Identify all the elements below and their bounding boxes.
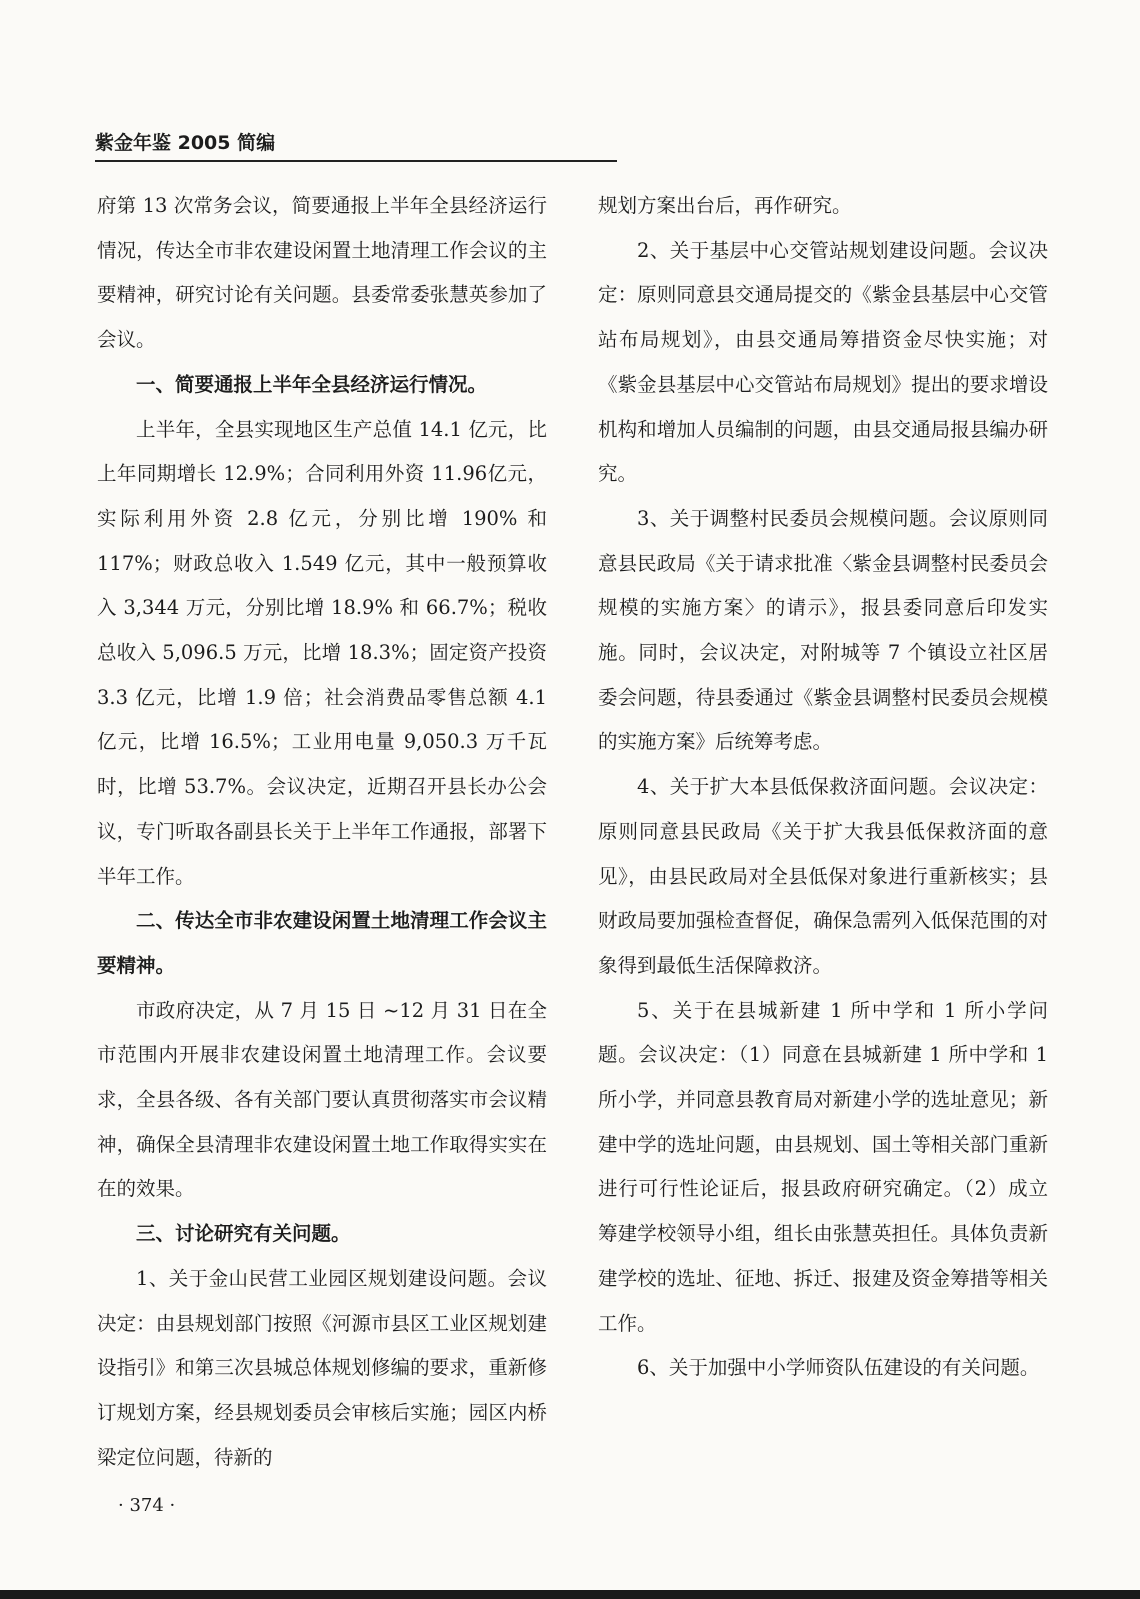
paragraph: 5、关于在县城新建 1 所中学和 1 所小学问题。会议决定：（1）同意在县城新建 1 所中学和 1 所小学，并同意县教育局对新建小学的选址意见；新建中学的选址问题，由县规划、国土等相关部门重新进行可行性论证后，报县政府研究确定。（2）成立筹建学校领导小组，组长由张慧英担任。具体负责新建学校的选址、征地、拆迁、报建及资金筹措等相关工作。 xyxy=(598,998,1048,1335)
section-heading: 一、简要通报上半年全县经济运行情况。 xyxy=(136,372,488,396)
paragraph: 3、关于调整村民委员会规模问题。会议原则同意县民政局《关于请求批准〈紫金县调整村民委员会规模的实施方案〉的请示》，报县委同意后印发实施。同时，会议决定，对附城等 7 个镇设立社区居委会问题，待县委通过《紫金县调整村民委员会规模的实施方案》后统筹考虑。 xyxy=(598,506,1048,754)
page-number: · 374 · xyxy=(118,1495,176,1516)
section-heading: 三、讨论研究有关问题。 xyxy=(136,1222,351,1246)
scan-edge xyxy=(0,1590,1140,1599)
paragraph: 府第 13 次常务会议，简要通报上半年全县经济运行情况，传达全市非农建设闲置土地清理工作会议的主要精神，研究讨论有关问题。县委常委张慧英参加了会议。 xyxy=(97,194,547,352)
paragraph: 市政府决定，从 7 月 15 日 ~12 月 31 日在全市范围内开展非农建设闲置土地清理工作。会议要求，全县各级、各有关部门要认真贯彻落实市会议精神，确保全县清理非农建设闲置土地工作取得实实在在的效果。 xyxy=(97,998,547,1201)
paragraph: 2、关于基层中心交管站规划建设问题。会议决定：原则同意县交通局提交的《紫金县基层中心交管站布局规划》，由县交通局筹措资金尽快实施；对《紫金县基层中心交管站布局规划》提出的要求增设机构和增加人员编制的问题，由县交通局报县编办研究。 xyxy=(598,238,1048,486)
paragraph: 6、关于加强中小学师资队伍建设的有关问题。 xyxy=(637,1356,1040,1380)
paragraph: 4、关于扩大本县低保救济面问题。会议决定：原则同意县民政局《关于扩大我县低保救济面的意见》，由县民政局对全县低保对象进行重新核实；县财政局要加强检查督促，确保急需列入低保范围的对象得到最低生活保障救济。 xyxy=(598,775,1048,977)
running-header xyxy=(95,130,617,162)
left-column xyxy=(97,184,547,1480)
section-heading: 二、传达全市非农建设闲置土地清理工作会议主要精神。 xyxy=(97,909,547,977)
paragraph: 1、关于金山民营工业园区规划建设问题。会议决定：由县规划部门按照《河源市县区工业区规划建设指引》和第三次县城总体规划修编的要求，重新修订规划方案，经县规划委员会审核后实施；园区内桥梁定位问题，待新的 xyxy=(97,1266,547,1469)
right-column xyxy=(598,184,1048,1391)
paragraph: 规划方案出台后，再作研究。 xyxy=(598,194,852,217)
header-title: 紫金年鉴 2005 简编 xyxy=(95,132,276,154)
paragraph: 上半年，全县实现地区生产总值 14.1 亿元，比上年同期增长 12.9%；合同利用外资 11.96亿元，实际利用外资 2.8 亿元，分别比增 190% 和 117%；财政总收入 1.549 亿元，其中一般预算收入 3,344 万元，分别比增 18.9% 和 66.7%；税收总收入 5,096.5 万元，比增 18.3%；固定资产投资 3.3 亿元，比增 1.9 倍；社会消费品零售总额 4.1 亿元，比增 16.5%；工业用电量 9,050.3 万千瓦时，比增 53.7%。会议决定，近期召开县长办公会议，专门听取各副县长关于上半年工作通报，部署下半年工作。 xyxy=(97,417,547,888)
